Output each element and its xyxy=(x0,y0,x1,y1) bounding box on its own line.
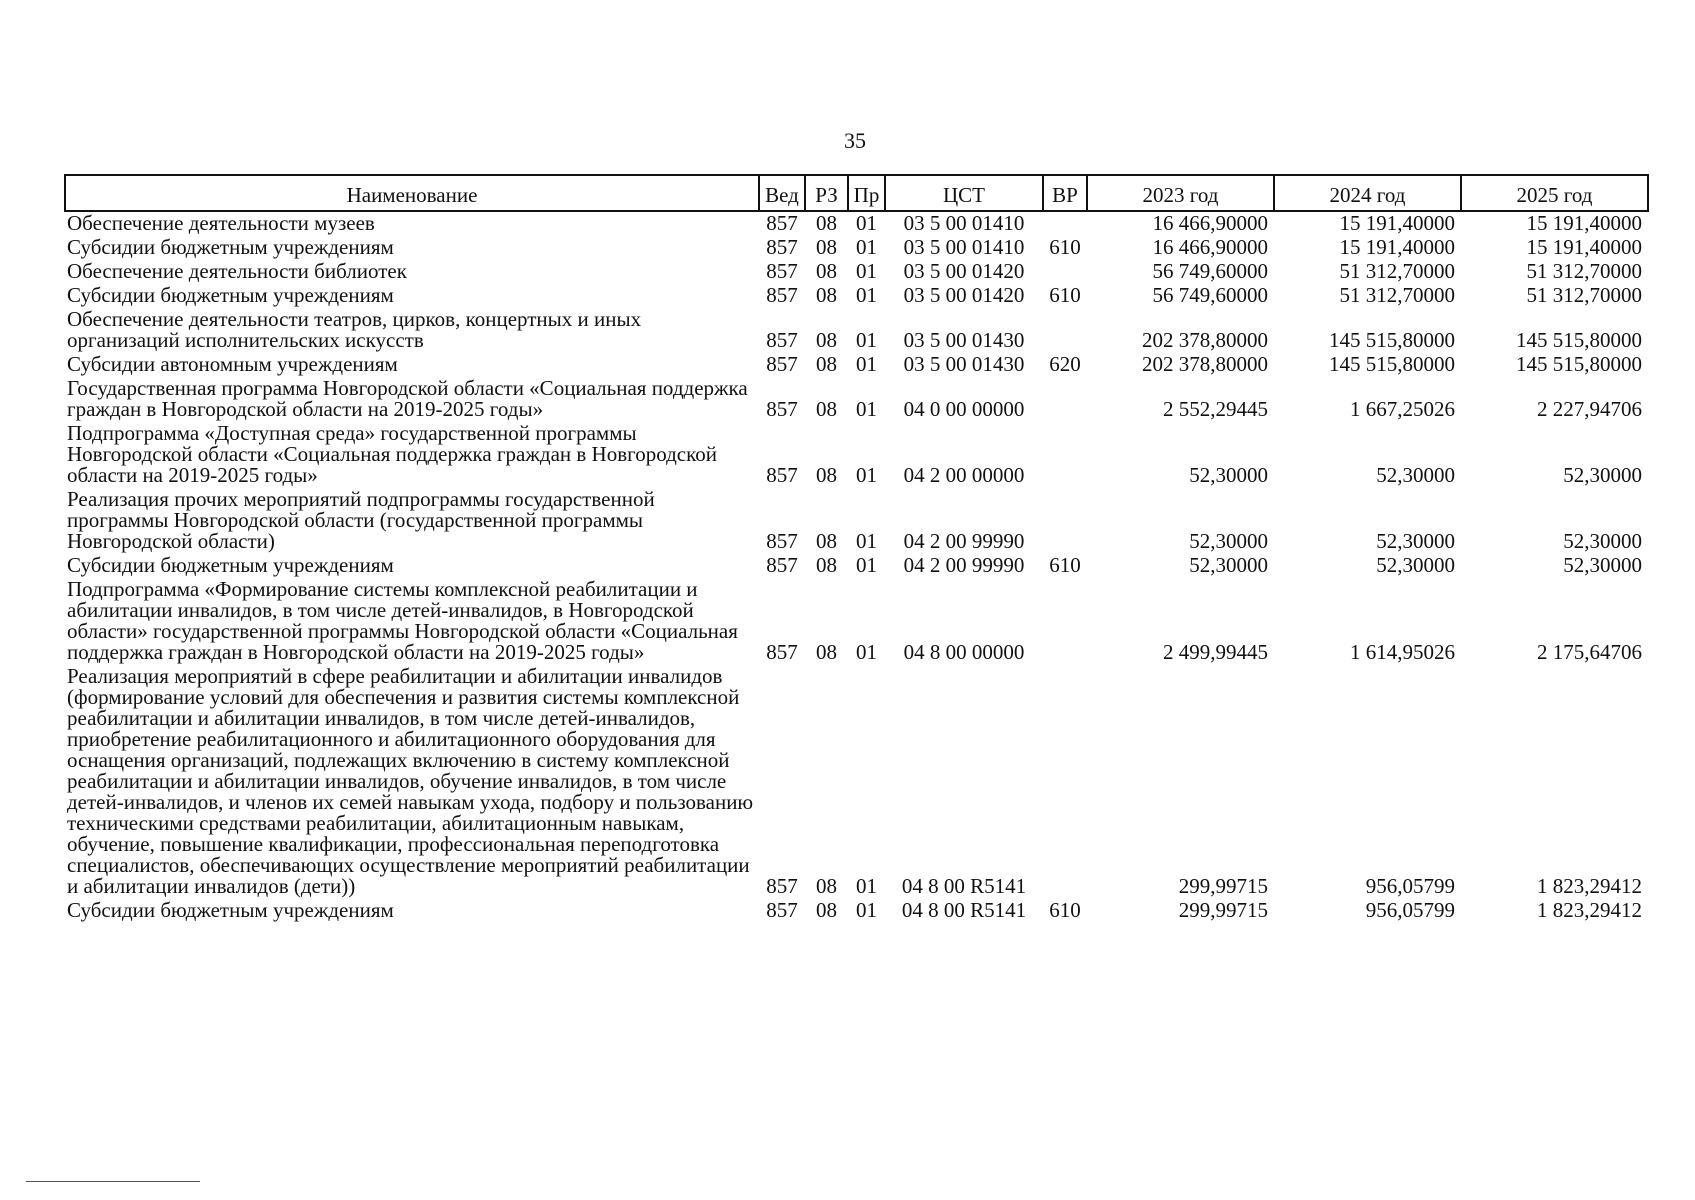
table-row xyxy=(65,899,1648,923)
row-rz: 08 xyxy=(816,898,837,922)
row-cst: 03 5 00 01430 xyxy=(903,352,1025,376)
row-vr xyxy=(1043,578,1087,665)
row-pr: 01 xyxy=(856,874,877,898)
row-pr: 01 xyxy=(856,352,877,376)
row-value-2025: 145 515,80000 xyxy=(1516,328,1642,352)
row-cst: 03 5 00 01410 xyxy=(903,211,1025,235)
budget-table xyxy=(64,174,1649,923)
row-name: Государственная программа Новгородской области «Социальная поддержка граждан в Новгородской области на 2019-2025 годы» xyxy=(67,376,748,421)
row-vr: 610 xyxy=(1049,235,1081,259)
table-row xyxy=(65,554,1648,578)
row-value-2025: 2 227,94706 xyxy=(1537,397,1642,421)
row-pr: 01 xyxy=(856,397,877,421)
row-value-2025: 15 191,40000 xyxy=(1526,211,1642,235)
row-vr xyxy=(1043,211,1087,236)
row-ved: 857 xyxy=(766,898,798,922)
row-pr: 01 xyxy=(856,529,877,553)
row-pr: 01 xyxy=(856,211,877,235)
row-name: Подпрограмма «Доступная среда» государственной программы Новгородской области «Социальная поддержка граждан в Новгородской области на 2019-2025 годы» xyxy=(67,421,717,487)
row-pr: 01 xyxy=(856,259,877,283)
row-value-2025: 1 823,29412 xyxy=(1537,898,1642,922)
row-vr xyxy=(1043,665,1087,899)
row-ved: 857 xyxy=(766,553,798,577)
row-value-2025: 51 312,70000 xyxy=(1526,283,1642,307)
table-row xyxy=(65,353,1648,377)
row-value-2024: 956,05799 xyxy=(1365,874,1455,898)
row-value-2023: 202 378,80000 xyxy=(1142,352,1268,376)
row-pr: 01 xyxy=(856,328,877,352)
row-value-2024: 1 667,25026 xyxy=(1350,397,1455,421)
row-value-2024: 52,30000 xyxy=(1376,553,1455,577)
row-cst: 04 2 00 99990 xyxy=(903,529,1025,553)
table-row xyxy=(65,488,1648,554)
row-ved: 857 xyxy=(766,640,798,664)
row-value-2025: 52,30000 xyxy=(1563,463,1642,487)
row-value-2023: 299,99715 xyxy=(1178,874,1268,898)
page-number: 35 xyxy=(844,128,866,153)
row-ved: 857 xyxy=(766,352,798,376)
row-value-2024: 51 312,70000 xyxy=(1339,283,1455,307)
row-value-2023: 56 749,60000 xyxy=(1152,259,1268,283)
row-vr: 610 xyxy=(1049,283,1081,307)
row-ved: 857 xyxy=(766,529,798,553)
table-row xyxy=(65,308,1648,353)
table-row xyxy=(65,578,1648,665)
row-cst: 04 2 00 99990 xyxy=(903,553,1025,577)
row-cst: 03 5 00 01420 xyxy=(903,259,1025,283)
row-rz: 08 xyxy=(816,235,837,259)
row-vr: 610 xyxy=(1049,553,1081,577)
row-value-2023: 16 466,90000 xyxy=(1152,235,1268,259)
row-rz: 08 xyxy=(816,874,837,898)
row-rz: 08 xyxy=(816,553,837,577)
row-pr: 01 xyxy=(856,235,877,259)
row-rz: 08 xyxy=(816,211,837,235)
row-ved: 857 xyxy=(766,211,798,235)
row-value-2024: 15 191,40000 xyxy=(1339,211,1455,235)
row-vr: 610 xyxy=(1049,898,1081,922)
header-rz: РЗ xyxy=(805,175,848,211)
table-row xyxy=(65,665,1648,899)
header-name: Наименование xyxy=(65,175,759,211)
row-cst: 04 0 00 00000 xyxy=(903,397,1025,421)
table-body xyxy=(65,211,1648,923)
row-value-2023: 16 466,90000 xyxy=(1152,211,1268,235)
table-header xyxy=(65,175,1648,211)
row-name: Реализация мероприятий в сфере реабилитации и абилитации инвалидов (формирование условий для обеспечения и развития системы комплексной реабилитации и абилитации инвалидов, в том числе детей-инвалидов, приобретение реабилитационного и абилитационного оборудования для оснащения организаций, подлежащих включению в систему комплексной реабилитации и абилитации инвалидов, обучение инвалидов, в том числе детей-инвалидов, и членов их семей навыкам ухода, подбору и пользованию техническими средствами реабилитации, абилитационным навыкам, обучение, повышение квалификации, профессиональная переподготовка специалистов, обеспечивающих осуществление мероприятий реабилитации и абилитации инвалидов (дети)) xyxy=(67,664,754,898)
row-pr: 01 xyxy=(856,640,877,664)
row-cst: 04 8 00 00000 xyxy=(903,640,1025,664)
row-pr: 01 xyxy=(856,463,877,487)
row-value-2023: 52,30000 xyxy=(1189,463,1268,487)
header-cst: ЦСТ xyxy=(885,175,1043,211)
row-name: Субсидии бюджетным учреждениям xyxy=(67,283,394,307)
row-ved: 857 xyxy=(766,874,798,898)
row-cst: 04 2 00 00000 xyxy=(903,463,1025,487)
row-ved: 857 xyxy=(766,463,798,487)
footnote-separator xyxy=(26,1181,200,1182)
row-value-2024: 956,05799 xyxy=(1365,898,1455,922)
row-pr: 01 xyxy=(856,553,877,577)
row-ved: 857 xyxy=(766,259,798,283)
row-value-2023: 2 499,99445 xyxy=(1163,640,1268,664)
row-ved: 857 xyxy=(766,328,798,352)
table-row xyxy=(65,260,1648,284)
row-name: Субсидии бюджетным учреждениям xyxy=(67,235,394,259)
row-value-2023: 52,30000 xyxy=(1189,553,1268,577)
row-value-2025: 1 823,29412 xyxy=(1537,874,1642,898)
row-cst: 04 8 00 R5141 xyxy=(901,874,1027,898)
row-name: Субсидии автономным учреждениям xyxy=(67,352,398,376)
row-name: Обеспечение деятельности библиотек xyxy=(67,259,407,283)
row-rz: 08 xyxy=(816,640,837,664)
row-ved: 857 xyxy=(766,283,798,307)
row-value-2024: 145 515,80000 xyxy=(1329,352,1455,376)
row-vr xyxy=(1043,308,1087,353)
row-cst: 04 8 00 R5141 xyxy=(901,898,1027,922)
row-name: Подпрограмма «Формирование системы комплексной реабилитации и абилитации инвалидов, в том числе детей-инвалидов, в Новгородской области» государственной программы Новгородской области «Социальная поддержка граждан в Новгородской области на 2019-2025 годы» xyxy=(67,577,738,664)
row-name: Реализация прочих мероприятий подпрограммы государственной программы Новгородской области (государственной программы Новгородской области) xyxy=(67,487,655,553)
table-row xyxy=(65,284,1648,308)
header-vr: ВР xyxy=(1043,175,1087,211)
row-value-2025: 15 191,40000 xyxy=(1526,235,1642,259)
row-rz: 08 xyxy=(816,352,837,376)
row-ved: 857 xyxy=(766,235,798,259)
row-value-2023: 202 378,80000 xyxy=(1142,328,1268,352)
row-value-2025: 145 515,80000 xyxy=(1516,352,1642,376)
table-row xyxy=(65,211,1648,236)
table-row xyxy=(65,377,1648,422)
row-value-2023: 299,99715 xyxy=(1178,898,1268,922)
row-name: Субсидии бюджетным учреждениям xyxy=(67,553,394,577)
header-2024: 2024 год xyxy=(1274,175,1461,211)
row-value-2024: 52,30000 xyxy=(1376,463,1455,487)
table-row xyxy=(65,422,1648,488)
row-value-2025: 51 312,70000 xyxy=(1526,259,1642,283)
row-value-2023: 56 749,60000 xyxy=(1152,283,1268,307)
row-name: Обеспечение деятельности театров, цирков, концертных и иных организаций исполнительских искусств xyxy=(67,307,642,352)
row-value-2023: 2 552,29445 xyxy=(1163,397,1268,421)
row-cst: 03 5 00 01420 xyxy=(903,283,1025,307)
row-rz: 08 xyxy=(816,283,837,307)
row-pr: 01 xyxy=(856,898,877,922)
header-2023: 2023 год xyxy=(1087,175,1274,211)
row-ved: 857 xyxy=(766,397,798,421)
row-value-2025: 52,30000 xyxy=(1563,553,1642,577)
row-name: Субсидии бюджетным учреждениям xyxy=(67,898,394,922)
row-value-2024: 15 191,40000 xyxy=(1339,235,1455,259)
row-rz: 08 xyxy=(816,397,837,421)
row-rz: 08 xyxy=(816,463,837,487)
row-vr: 620 xyxy=(1049,352,1081,376)
row-vr xyxy=(1043,260,1087,284)
row-value-2025: 52,30000 xyxy=(1563,529,1642,553)
row-cst: 03 5 00 01410 xyxy=(903,235,1025,259)
row-value-2023: 52,30000 xyxy=(1189,529,1268,553)
row-value-2024: 51 312,70000 xyxy=(1339,259,1455,283)
row-name: Обеспечение деятельности музеев xyxy=(67,211,375,235)
header-pr: Пр xyxy=(848,175,885,211)
row-value-2024: 145 515,80000 xyxy=(1329,328,1455,352)
row-rz: 08 xyxy=(816,529,837,553)
table-row xyxy=(65,236,1648,260)
header-2025: 2025 год xyxy=(1461,175,1648,211)
row-cst: 03 5 00 01430 xyxy=(903,328,1025,352)
row-value-2025: 2 175,64706 xyxy=(1537,640,1642,664)
header-ved: Вед xyxy=(759,175,805,211)
row-value-2024: 52,30000 xyxy=(1376,529,1455,553)
row-vr xyxy=(1043,377,1087,422)
row-vr xyxy=(1043,422,1087,488)
row-pr: 01 xyxy=(856,283,877,307)
row-vr xyxy=(1043,488,1087,554)
row-value-2024: 1 614,95026 xyxy=(1350,640,1455,664)
row-rz: 08 xyxy=(816,328,837,352)
row-rz: 08 xyxy=(816,259,837,283)
